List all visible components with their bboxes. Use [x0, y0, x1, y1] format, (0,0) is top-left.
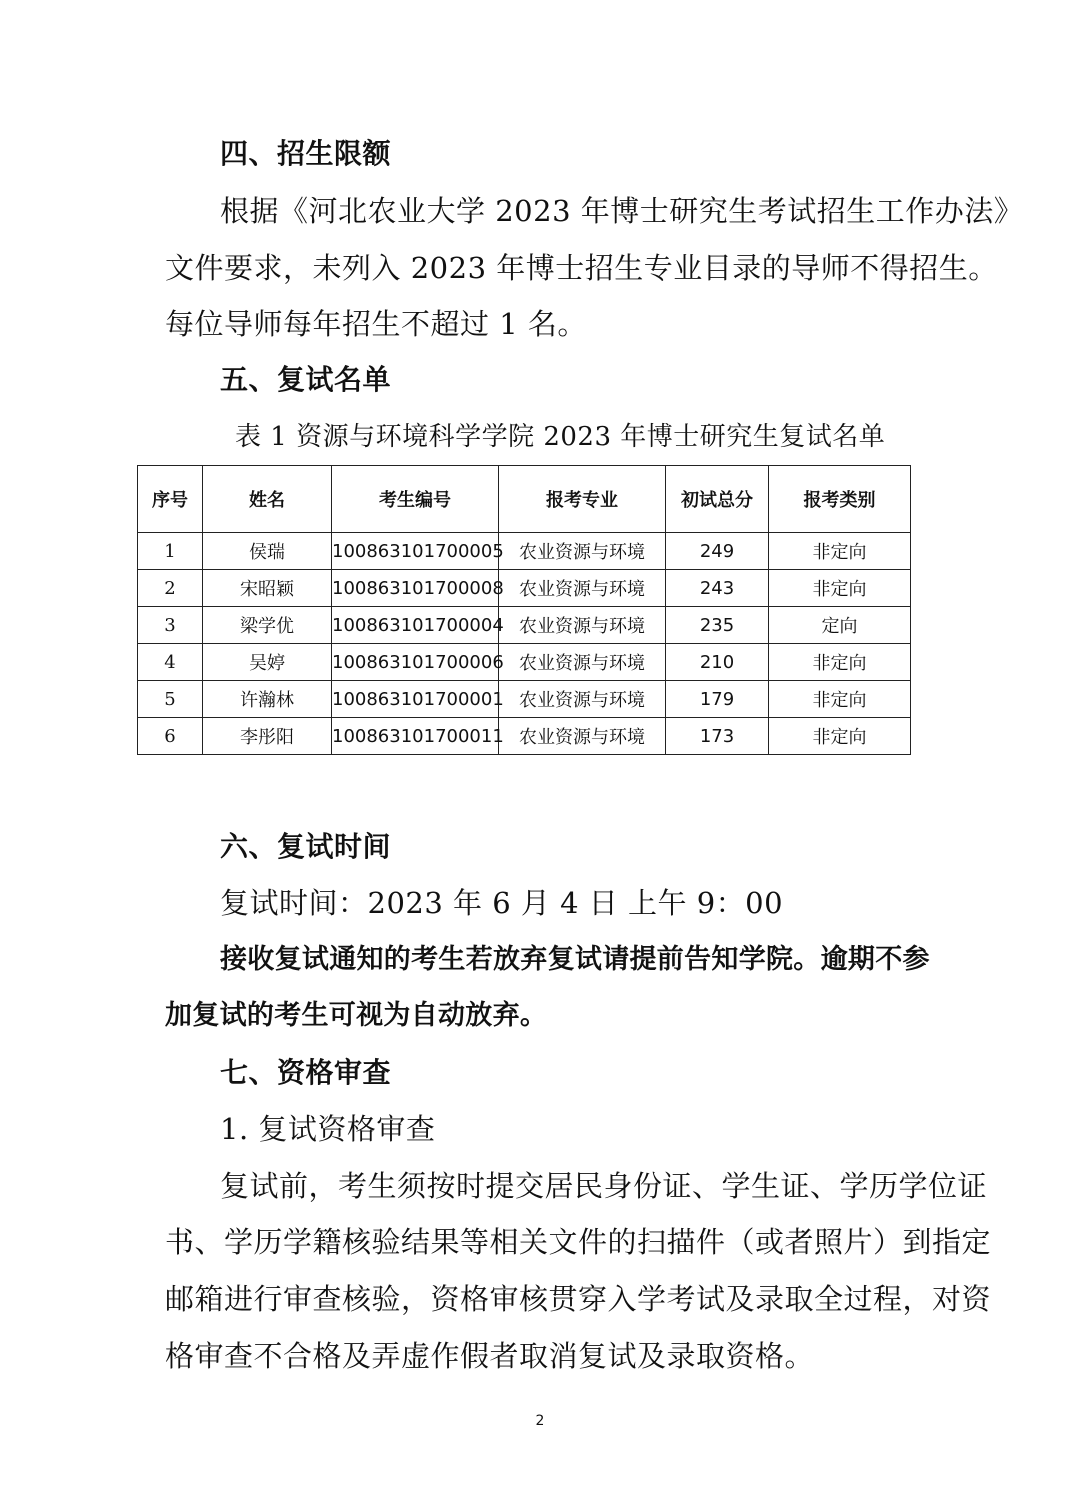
cell-candidate-id: 100863101700001 — [332, 681, 499, 718]
cell-name: 宋昭颖 — [203, 570, 332, 607]
section4-paragraph-line1: 根据《河北农业大学 2023 年博士研究生考试招生工作办法》 — [220, 194, 1024, 228]
cell-name: 侯瑞 — [203, 533, 332, 570]
cell-score: 179 — [666, 681, 769, 718]
interview-time-text: 复试时间：2023 年 6 月 4 日 上午 9：00 — [220, 886, 784, 920]
column-header-index: 序号 — [138, 466, 203, 533]
cell-score: 235 — [666, 607, 769, 644]
cell-score: 243 — [666, 570, 769, 607]
notice-line2: 加复试的考生可视为自动放弃。 — [165, 1000, 548, 1031]
column-header-category: 报考类别 — [769, 466, 911, 533]
column-header-name: 姓名 — [203, 466, 332, 533]
cell-candidate-id: 100863101700006 — [332, 644, 499, 681]
cell-score: 210 — [666, 644, 769, 681]
table-row — [138, 644, 911, 681]
cell-major: 农业资源与环境 — [499, 570, 666, 607]
cell-major: 农业资源与环境 — [499, 681, 666, 718]
section4-heading: 四、招生限额 — [220, 137, 392, 170]
cell-candidate-id: 100863101700008 — [332, 570, 499, 607]
cell-major: 农业资源与环境 — [499, 607, 666, 644]
column-header-major: 报考专业 — [499, 466, 666, 533]
cell-category: 非定向 — [769, 718, 911, 755]
section7-paragraph-line3: 邮箱进行审查核验，资格审核贯穿入学考试及录取全过程，对资 — [165, 1282, 992, 1316]
notice-line1: 接收复试通知的考生若放弃复试请提前告知学院。逾期不参 — [220, 944, 930, 975]
section4-paragraph-line3: 每位导师每年招生不超过 1 名。 — [165, 307, 587, 341]
cell-category: 非定向 — [769, 570, 911, 607]
table-row — [138, 570, 911, 607]
cell-index: 2 — [138, 570, 203, 607]
cell-name: 李彤阳 — [203, 718, 332, 755]
table-row — [138, 533, 911, 570]
cell-index: 1 — [138, 533, 203, 570]
column-header-candidate-id: 考生编号 — [332, 466, 499, 533]
cell-candidate-id: 100863101700011 — [332, 718, 499, 755]
table-row — [138, 607, 911, 644]
section6-heading: 六、复试时间 — [220, 830, 392, 863]
cell-category: 非定向 — [769, 681, 911, 718]
cell-candidate-id: 100863101700005 — [332, 533, 499, 570]
column-header-score: 初试总分 — [666, 466, 769, 533]
table-caption: 表 1 资源与环境科学学院 2023 年博士研究生复试名单 — [235, 422, 886, 452]
cell-index: 6 — [138, 718, 203, 755]
cell-candidate-id: 100863101700004 — [332, 607, 499, 644]
cell-index: 5 — [138, 681, 203, 718]
section5-heading: 五、复试名单 — [220, 363, 392, 396]
section7-paragraph-line1: 复试前，考生须按时提交居民身份证、学生证、学历学位证 — [220, 1169, 988, 1203]
cell-category: 定向 — [769, 607, 911, 644]
cell-category: 非定向 — [769, 533, 911, 570]
cell-score: 173 — [666, 718, 769, 755]
section7-paragraph-line2: 书、学历学籍核验结果等相关文件的扫描件（或者照片）到指定 — [165, 1225, 992, 1259]
cell-name: 吴婷 — [203, 644, 332, 681]
page-number: 2 — [535, 1413, 545, 1429]
section7-paragraph-line4: 格审查不合格及弄虚作假者取消复试及录取资格。 — [165, 1339, 815, 1373]
cell-major: 农业资源与环境 — [499, 644, 666, 681]
cell-score: 249 — [666, 533, 769, 570]
section7-heading: 七、资格审查 — [220, 1056, 392, 1089]
cell-name: 梁学优 — [203, 607, 332, 644]
cell-major: 农业资源与环境 — [499, 718, 666, 755]
cell-index: 4 — [138, 644, 203, 681]
table-row — [138, 718, 911, 755]
section7-subheading: 1. 复试资格审查 — [220, 1112, 436, 1146]
section4-paragraph-line2: 文件要求，未列入 2023 年博士招生专业目录的导师不得招生。 — [165, 251, 998, 285]
cell-index: 3 — [138, 607, 203, 644]
table-row — [138, 681, 911, 718]
cell-name: 许瀚林 — [203, 681, 332, 718]
table-header-row — [138, 466, 911, 533]
cell-category: 非定向 — [769, 644, 911, 681]
interview-roster-table — [137, 465, 911, 755]
cell-major: 农业资源与环境 — [499, 533, 666, 570]
